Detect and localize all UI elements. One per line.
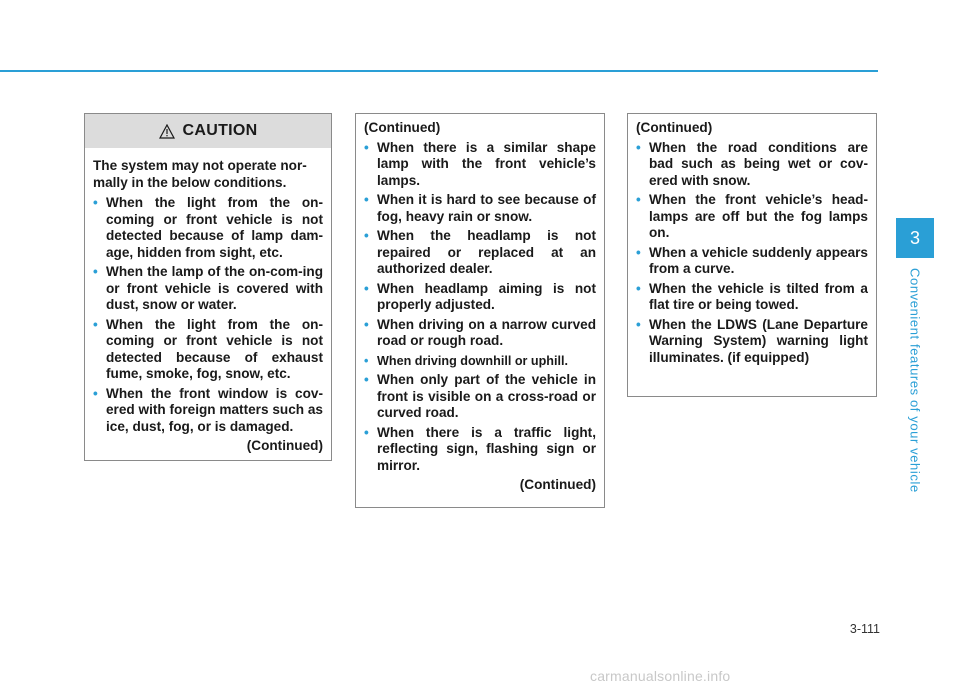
continued-label: (Continued) bbox=[519, 477, 596, 492]
continued-label: (Continued) bbox=[364, 120, 441, 135]
bullet-icon: • bbox=[93, 385, 98, 401]
bullet-icon: • bbox=[364, 316, 369, 332]
bullet-icon: • bbox=[364, 280, 369, 296]
bullet-icon: • bbox=[636, 316, 641, 332]
list-item: • When the headlamp is not repaired or replaced at an authorized dealer. bbox=[364, 228, 596, 276]
caution-box bbox=[84, 113, 332, 461]
list-item: • When only part of the vehicle in front is visible on a cross-road or curved road. bbox=[364, 372, 596, 420]
list-item: • When the LDWS (Lane Departure Warning System) warning light illuminates. (if equipped) bbox=[636, 316, 868, 365]
caution-title: CAUTION bbox=[182, 121, 258, 139]
list-item: • When the front window is cov-ered with foreign matters such as ice, dust, fog, or is damaged. bbox=[93, 385, 323, 434]
condition-list bbox=[636, 140, 868, 367]
list-item: • When driving on a narrow curved road or rough road. bbox=[364, 316, 596, 348]
bullet-icon: • bbox=[364, 424, 369, 440]
list-item: • When there is a similar shape lamp with the front vehicle’s lamps. bbox=[364, 139, 596, 188]
list-item: • When the light from the on-coming or front vehicle is not detected because of exhaust fume, smoke, fog, snow, etc. bbox=[93, 316, 323, 381]
bullet-icon: • bbox=[636, 192, 641, 207]
list-item: • When there is a traffic light, reflecting sign, flashing sign or mirror. bbox=[364, 424, 596, 473]
list-item: • When the vehicle is tilted from a flat tire or being towed. bbox=[636, 280, 868, 312]
warning-triangle-icon bbox=[159, 124, 175, 139]
list-item: • When it is hard to see because of fog, heavy rain or snow. bbox=[364, 192, 596, 224]
caution-intro: The system may not operate nor-mally in the below conditions. bbox=[93, 158, 307, 190]
list-item: • When the light from the on-coming or front vehicle is not detected because of lamp dam-age, hidden from sight, etc. bbox=[93, 195, 323, 260]
list-item: • When driving downhill or uphill. bbox=[364, 353, 568, 368]
page-number: 3-111 bbox=[849, 622, 880, 636]
bullet-icon: • bbox=[93, 316, 98, 332]
continued-label: (Continued) bbox=[246, 438, 323, 453]
list-item: • When the road conditions are bad such as being wet or cov-ered with snow. bbox=[636, 139, 868, 188]
bullet-icon: • bbox=[93, 195, 98, 210]
caution-list bbox=[93, 195, 323, 435]
bullet-icon: • bbox=[93, 264, 98, 279]
list-item: • When the front vehicle’s head-lamps are off but the fog lamps on. bbox=[636, 192, 868, 240]
bullet-icon: • bbox=[364, 139, 369, 155]
list-item: • When headlamp aiming is not properly adjusted. bbox=[364, 280, 596, 312]
list-item: • When a vehicle suddenly appears from a curve. bbox=[636, 244, 868, 276]
continued-box-3 bbox=[627, 113, 877, 397]
bullet-icon: • bbox=[636, 280, 641, 296]
continued-box-2 bbox=[355, 113, 605, 508]
bullet-icon: • bbox=[364, 353, 369, 368]
bullet-icon: • bbox=[364, 192, 369, 207]
watermark: carmanualsonline.info bbox=[590, 668, 731, 684]
section-title-vertical: Convenient features of your vehicle bbox=[907, 268, 923, 493]
caution-header bbox=[85, 114, 331, 148]
bullet-icon: • bbox=[636, 244, 641, 260]
list-item: • When the lamp of the on-com-ing or front vehicle is covered with dust, snow or water. bbox=[93, 264, 323, 312]
bullet-icon: • bbox=[364, 372, 369, 387]
chapter-tab: 3 bbox=[896, 218, 934, 258]
header-rule bbox=[0, 70, 878, 72]
condition-list bbox=[364, 140, 596, 475]
bullet-icon: • bbox=[364, 228, 369, 243]
bullet-icon: • bbox=[636, 139, 641, 155]
continued-label: (Continued) bbox=[636, 120, 713, 135]
